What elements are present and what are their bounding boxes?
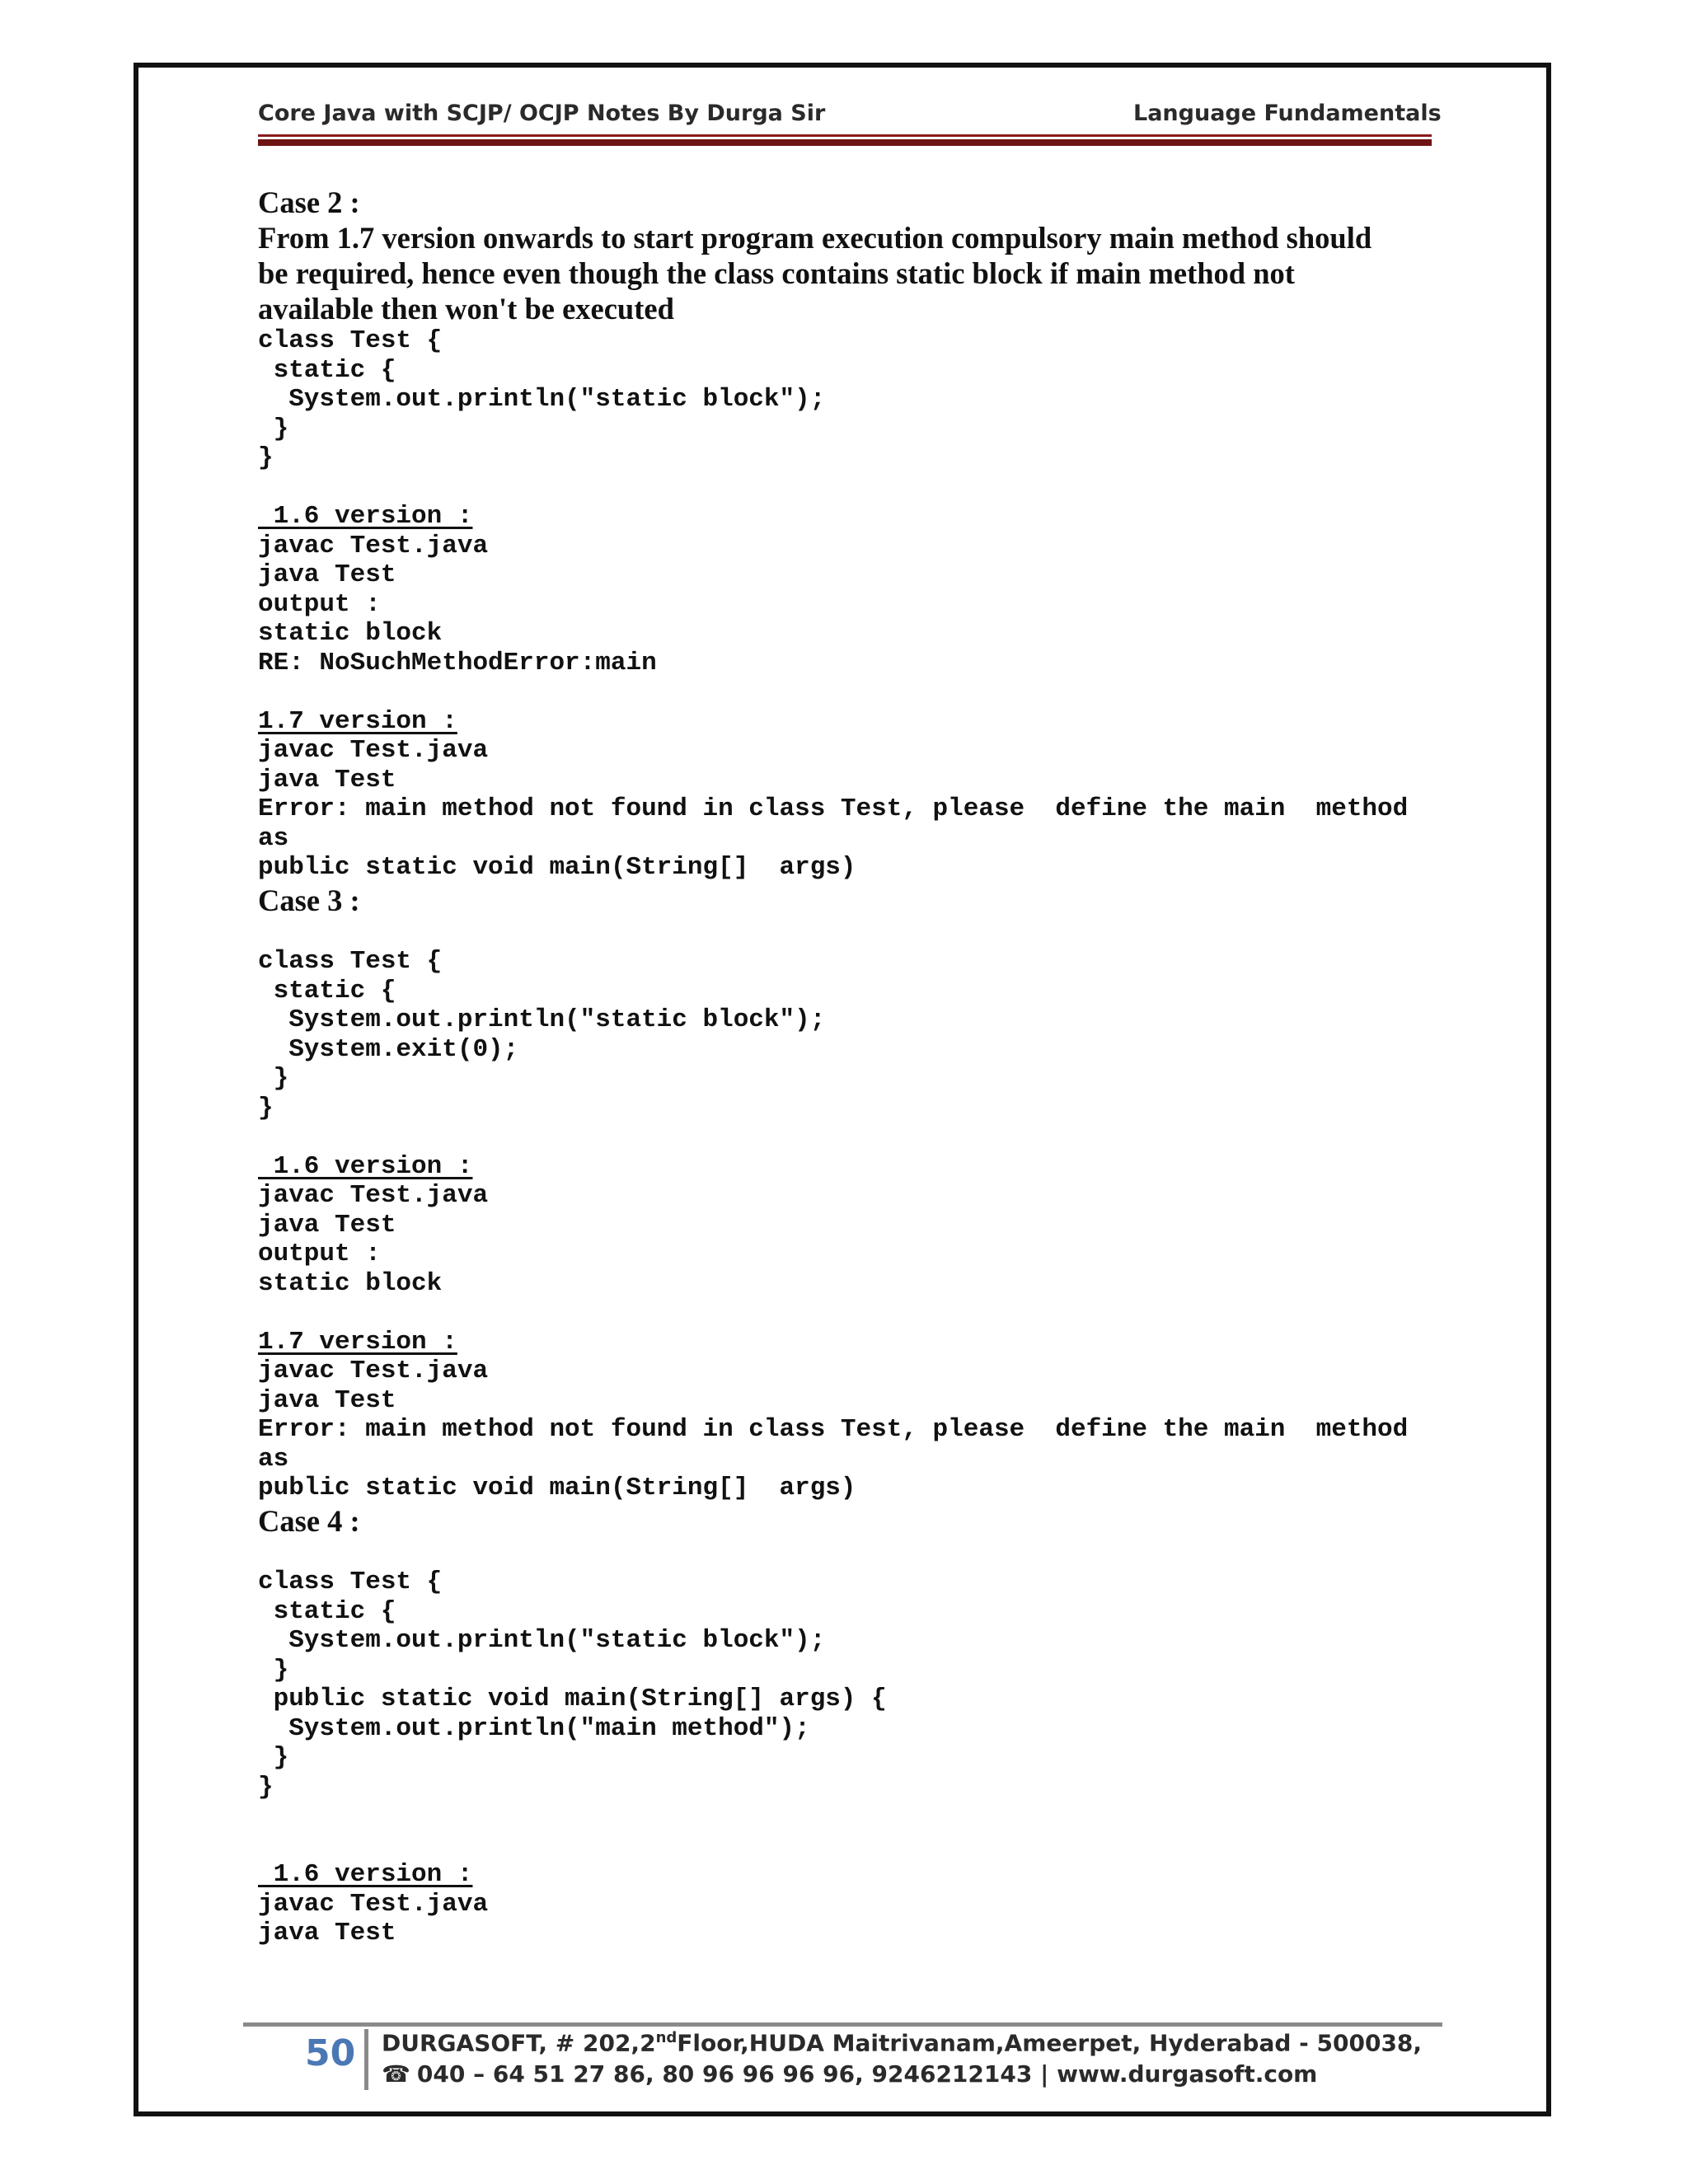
code-line: System.out.println("static block"); bbox=[258, 385, 826, 414]
case3-title: Case 3 : bbox=[258, 883, 360, 917]
code-line: public static void main(String[] args) { bbox=[258, 1685, 887, 1713]
code-line: static { bbox=[258, 355, 396, 385]
version-label: 1.6 version : bbox=[258, 1860, 473, 1889]
console-line: java Test bbox=[258, 1385, 396, 1415]
console-line: static block bbox=[258, 1268, 443, 1298]
code-line: } bbox=[258, 1064, 289, 1093]
version-label: 1.7 version : bbox=[258, 1327, 457, 1357]
console-line: output : bbox=[258, 589, 381, 619]
console-line: RE: NoSuchMethodError:main bbox=[258, 648, 657, 677]
console-line: as bbox=[258, 1444, 289, 1474]
code-line: class Test { bbox=[258, 326, 443, 355]
console-line: javac Test.java bbox=[258, 1357, 489, 1385]
code-line: } bbox=[258, 1093, 274, 1122]
console-line: public static void main(String[] args) bbox=[258, 1474, 856, 1502]
header-chapter-title: Language Fundamentals bbox=[1133, 101, 1442, 126]
code-line: System.out.println("static block"); bbox=[258, 1005, 826, 1034]
footer-address bbox=[382, 2029, 1422, 2056]
console-line: java Test bbox=[258, 1919, 396, 1947]
page-content bbox=[258, 185, 1461, 1948]
page-number: 50 bbox=[305, 2032, 356, 2074]
footer-contact bbox=[382, 2060, 1317, 2088]
console-line: javac Test.java bbox=[258, 736, 489, 765]
footer-address-post: Floor,HUDA Maitrivanam,Ameerpet, Hyderabad - 500038, bbox=[677, 2029, 1423, 2057]
code-line: } bbox=[258, 1743, 289, 1772]
console-line: javac Test.java bbox=[258, 1889, 489, 1919]
footer-rule bbox=[243, 2022, 1442, 2027]
console-line: as bbox=[258, 823, 289, 853]
code-line: static { bbox=[258, 1596, 396, 1626]
case2-title: Case 2 : bbox=[258, 185, 360, 219]
version-label: 1.7 version : bbox=[258, 706, 457, 736]
case2-desc-line: available then won't be executed bbox=[258, 292, 674, 326]
header-rule-thick bbox=[258, 139, 1432, 146]
console-line: Error: main method not found in class Test, please define the main method bbox=[258, 1415, 1409, 1444]
console-line: static block bbox=[258, 619, 443, 648]
case2-desc-line: be required, hence even though the class contains static block if main method not bbox=[258, 256, 1295, 290]
code-line: System.out.println("static block"); bbox=[258, 1626, 826, 1655]
console-line: javac Test.java bbox=[258, 531, 489, 560]
footer-contact-text: 040 – 64 51 27 86, 80 96 96 96 96, 9246212143 | www.durgasoft.com bbox=[416, 2060, 1318, 2088]
version-label: 1.6 version : bbox=[258, 1151, 473, 1181]
footer-divider bbox=[364, 2029, 368, 2090]
code-line: } bbox=[258, 1655, 289, 1685]
code-line: System.out.println("main method"); bbox=[258, 1713, 810, 1743]
case2-desc-line: From 1.7 version onwards to start program execution compulsory main method should bbox=[258, 221, 1372, 255]
console-line: javac Test.java bbox=[258, 1181, 489, 1210]
header-book-title: Core Java with SCJP/ OCJP Notes By Durga Sir bbox=[258, 101, 826, 126]
code-line: System.exit(0); bbox=[258, 1034, 519, 1064]
footer-address-sup: nd bbox=[655, 2029, 678, 2046]
code-line: } bbox=[258, 443, 274, 472]
version-label: 1.6 version : bbox=[258, 502, 473, 531]
code-line: static { bbox=[258, 976, 396, 1005]
case4-title: Case 4 : bbox=[258, 1503, 360, 1538]
code-line: } bbox=[258, 414, 289, 443]
phone-icon: ☎ bbox=[382, 2060, 410, 2088]
console-line: output : bbox=[258, 1240, 381, 1268]
console-line: java Test bbox=[258, 765, 396, 794]
code-line: class Test { bbox=[258, 1568, 443, 1596]
footer-address-pre: DURGASOFT, # 202,2 bbox=[382, 2029, 656, 2057]
header-rule-thin bbox=[258, 134, 1432, 137]
code-line: } bbox=[258, 1772, 274, 1802]
console-line: java Test bbox=[258, 1210, 396, 1240]
console-line: public static void main(String[] args) bbox=[258, 853, 856, 882]
console-line: Error: main method not found in class Test, please define the main method bbox=[258, 794, 1409, 823]
console-line: java Test bbox=[258, 560, 396, 589]
code-line: class Test { bbox=[258, 947, 443, 976]
